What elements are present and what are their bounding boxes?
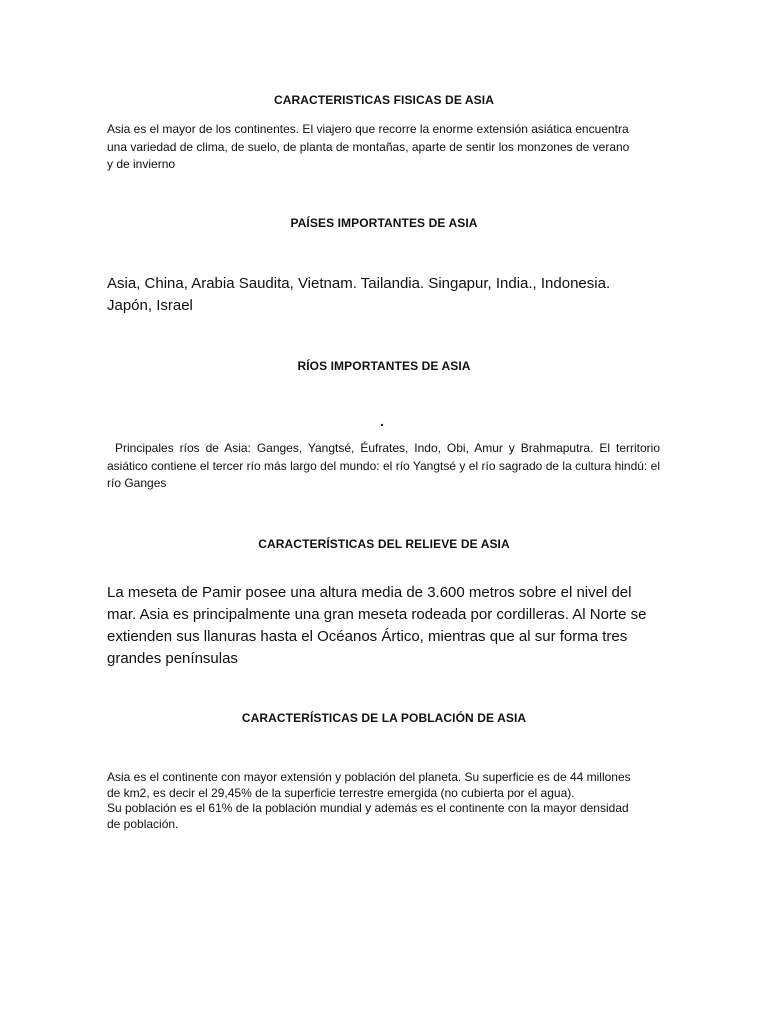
paragraph-relieve xyxy=(107,582,647,670)
text-line: una variedad de clima, de suelo, de planta de montañas, aparte de sentir los monzones de verano xyxy=(107,139,630,154)
text-line: de km2, es decir el 29,45% de la superficie terrestre emergida (no cubierta por el agua). xyxy=(107,785,575,800)
text-line: La meseta de Pamir posee una altura media de 3.600 metros sobre el nivel del xyxy=(107,584,632,601)
paragraph-caracteristicas-fisicas xyxy=(107,121,667,174)
heading-poblacion: CARACTERÍSTICAS DE LA POBLACIÓN DE ASIA xyxy=(241,711,527,725)
heading-paises-importantes: PAÍSES IMPORTANTES DE ASIA xyxy=(290,216,478,230)
text-line: Su población es el 61% de la población mundial y además es el continente con la mayor densidad xyxy=(107,801,629,815)
paragraph-rios-importantes: Principales ríos de Asia: Ganges, Yangtsé, Éufrates, Indo, Obi, Amur y Brahmaputra. El territorio asiático contiene el tercer río más largo del mundo: el río Yangtsé y el río sagrado de la cultura hindú: el río Ganges xyxy=(107,441,660,490)
heading-relieve: CARACTERÍSTICAS DEL RELIEVE DE ASIA xyxy=(258,537,510,551)
paragraph-paises-importantes xyxy=(107,273,627,317)
heading-caracteristicas-fisicas: CARACTERISTICAS FISICAS DE ASIA xyxy=(273,93,494,107)
separator-dot: . xyxy=(380,413,384,429)
paragraph-poblacion xyxy=(107,770,667,832)
heading-rios-importantes: RÍOS IMPORTANTES DE ASIA xyxy=(297,359,471,373)
text-line: Asia es el continente con mayor extensión y población del planeta. Su superficie es de 44 millones xyxy=(107,770,631,784)
text-line: Japón, Israel xyxy=(107,297,193,314)
text-line: de población. xyxy=(107,816,179,831)
text-line: Asia, China, Arabia Saudita, Vietnam. Tailandia. Singapur, India., Indonesia. xyxy=(107,275,611,292)
text-line: y de invierno xyxy=(107,157,176,171)
text-line: grandes penínsulas xyxy=(107,650,238,667)
text-line: Asia es el mayor de los continentes. El viajero que recorre la enorme extensión asiática encuentra xyxy=(107,122,629,136)
text-line: extienden sus llanuras hasta el Océanos Ártico, mientras que al sur forma tres xyxy=(107,628,628,645)
text-line: mar. Asia es principalmente una gran meseta rodeada por cordilleras. Al Norte se xyxy=(107,606,647,623)
